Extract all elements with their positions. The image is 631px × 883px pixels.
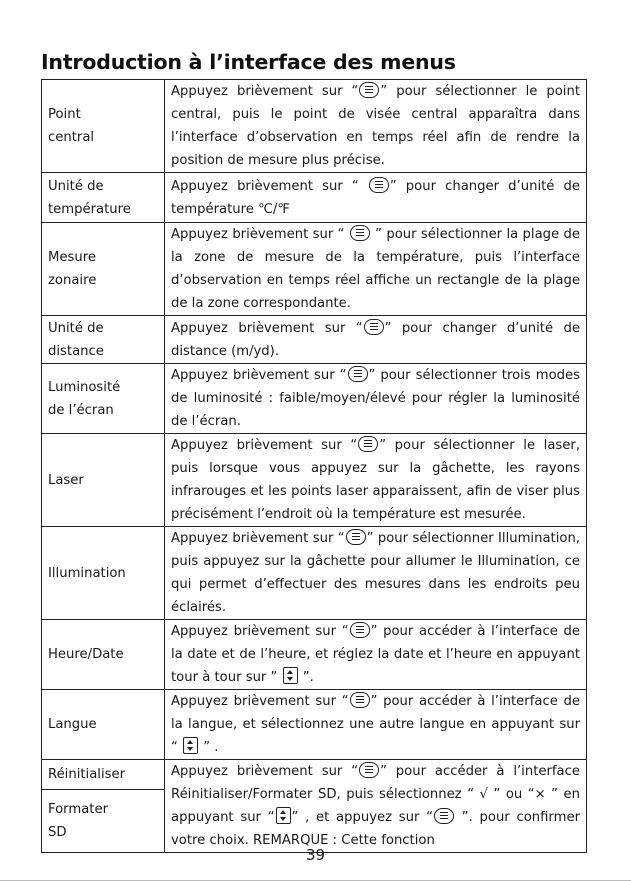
- description-text: ” pour changer d’unité de distance (m/yd).: [171, 320, 580, 359]
- description-text: ” pour sélectionner le point central, puis le point de visée central apparaîtra dans l’interface d’observation en temps réel afin de rendre la position de mesure plus précise.: [171, 84, 580, 168]
- menu-button-icon: [434, 808, 454, 824]
- menu-button-icon: [350, 225, 370, 241]
- menu-item-name: [42, 173, 165, 223]
- menu-item-name-line: Formater: [48, 802, 109, 818]
- menu-item-name: [42, 690, 165, 760]
- menu-row: [42, 434, 587, 527]
- menu-button-icon: [364, 319, 384, 335]
- menu-item-name: [42, 527, 165, 620]
- menu-item-name: [42, 760, 165, 790]
- menu-row: [42, 690, 587, 760]
- description-text: Appuyez brièvement sur “: [171, 84, 359, 99]
- menu-row: [42, 80, 587, 173]
- menu-item-name: [42, 223, 165, 316]
- menu-item-description: [165, 80, 587, 173]
- description-text: ”.: [298, 670, 314, 685]
- up-down-button-icon: [276, 807, 291, 824]
- description-text: Appuyez brièvement sur “: [171, 531, 345, 546]
- menu-button-icon: [369, 177, 389, 193]
- description-text: ” pour changer d’unité de température ℃/℉: [171, 178, 580, 217]
- menu-button-icon: [359, 762, 379, 778]
- menu-item-name-line: Heure/Date: [48, 647, 124, 662]
- menu-item-name-line: distance: [48, 343, 104, 359]
- description-text: ”. pour confirmer votre choix. REMARQUE : Cette fonction: [171, 810, 581, 848]
- description-text: ” pour sélectionner trois modes de luminosité : faible/moyen/élevé pour régler la luminosité de l’écran.: [171, 368, 580, 429]
- menu-item-description: [165, 434, 587, 527]
- description-text: Appuyez brièvement sur “: [171, 438, 358, 453]
- menu-row: [42, 527, 587, 620]
- menu-item-name-line: SD: [48, 825, 67, 841]
- menu-item-name-line: central: [48, 130, 95, 145]
- description-text: ” pour accéder à l’interface de la date et de l’heure, et réglez la date et l’heure en appuyant tour à tour sur ”: [171, 624, 581, 685]
- description-text: Appuyez brièvement sur “: [171, 694, 349, 709]
- menu-row: [42, 173, 587, 223]
- menu-item-name-line: Unité de: [48, 320, 104, 336]
- menu-row: [42, 364, 587, 434]
- menu-row: [42, 760, 587, 790]
- menu-button-icon: [350, 622, 370, 638]
- footer-rule: [0, 880, 631, 881]
- menu-item-name-line: Illumination: [48, 565, 126, 581]
- description-text: ” pour accéder à l’interface de la langue, et sélectionnez une autre langue en appuyant sur “: [171, 694, 581, 755]
- menu-item-name: [42, 434, 165, 527]
- menu-item-description: [165, 223, 587, 316]
- description-text: Appuyez brièvement sur “: [171, 368, 347, 383]
- menu-item-description: [165, 760, 587, 853]
- menu-item-name-line: zonaire: [48, 273, 97, 288]
- menu-button-icon: [350, 692, 370, 708]
- menu-button-icon: [346, 529, 366, 545]
- menu-button-icon: [359, 82, 379, 98]
- up-down-button-icon: [183, 737, 198, 754]
- menu-row: [42, 620, 587, 690]
- description-text: ” pour sélectionner la plage de la zone de mesure de la température, puis l’interface d’observation en temps réel affiche un rectangle de la plage de la zone correspondante.: [171, 227, 580, 311]
- menu-item-name-line: Langue: [48, 717, 97, 732]
- menu-item-name-line: température: [48, 201, 131, 217]
- menu-item-description: [165, 690, 587, 760]
- menu-button-icon: [358, 436, 378, 452]
- menu-item-name: [42, 620, 165, 690]
- menu-row: [42, 316, 587, 364]
- page-title: Introduction à l’interface des menus: [41, 50, 456, 74]
- menu-button-icon: [348, 366, 368, 382]
- menu-row: [42, 223, 587, 316]
- description-text: ” pour sélectionner le laser, puis lorsque vous appuyez sur la gâchette, les rayons infrarouges et les points laser apparaissent, afin de viser plus précisément l’endroit où la température est mesurée.: [171, 438, 581, 522]
- menu-item-name: [42, 80, 165, 173]
- description-text: Appuyez brièvement sur “: [171, 764, 359, 779]
- description-text: Appuyez brièvement sur “: [171, 624, 349, 639]
- description-text: ” pour accéder à l’interface Réinitialiser/Formater SD, puis sélectionnez “ √ ” ou “× ” en appuyant sur “: [171, 764, 580, 825]
- description-text: ” , et appuyez sur “: [291, 810, 434, 825]
- menu-item-description: [165, 316, 587, 364]
- page-number: 39: [305, 846, 326, 864]
- menu-item-name-line: Point: [48, 107, 81, 122]
- description-text: ” pour sélectionner Illumination, puis appuyez sur la gâchette pour allumer le Illumination, ce qui permet d’effectuer des mesures dans les endroits peu éclairés.: [171, 531, 580, 615]
- description-text: ” .: [199, 740, 219, 755]
- description-text: Appuyez brièvement sur “: [171, 320, 363, 336]
- menu-item-description: [165, 364, 587, 434]
- menu-item-name-line: Unité de: [48, 178, 104, 194]
- menu-item-name-line: Mesure: [48, 250, 96, 265]
- menu-item-description: [165, 527, 587, 620]
- menu-item-name-line: Réinitialiser: [48, 767, 126, 783]
- description-text: Appuyez brièvement sur “: [171, 227, 349, 242]
- menu-item-name-line: de l’écran: [48, 402, 114, 418]
- description-text: Appuyez brièvement sur “: [171, 178, 368, 194]
- menu-item-name-line: Luminosité: [48, 379, 121, 395]
- menu-item-name: [42, 316, 165, 364]
- menu-interface-table: [41, 79, 587, 853]
- menu-item-name: [42, 364, 165, 434]
- menu-item-description: [165, 173, 587, 223]
- menu-item-description: [165, 620, 587, 690]
- menu-item-name-line: Laser: [48, 472, 84, 488]
- up-down-button-icon: [283, 667, 298, 684]
- menu-item-name: [42, 790, 165, 853]
